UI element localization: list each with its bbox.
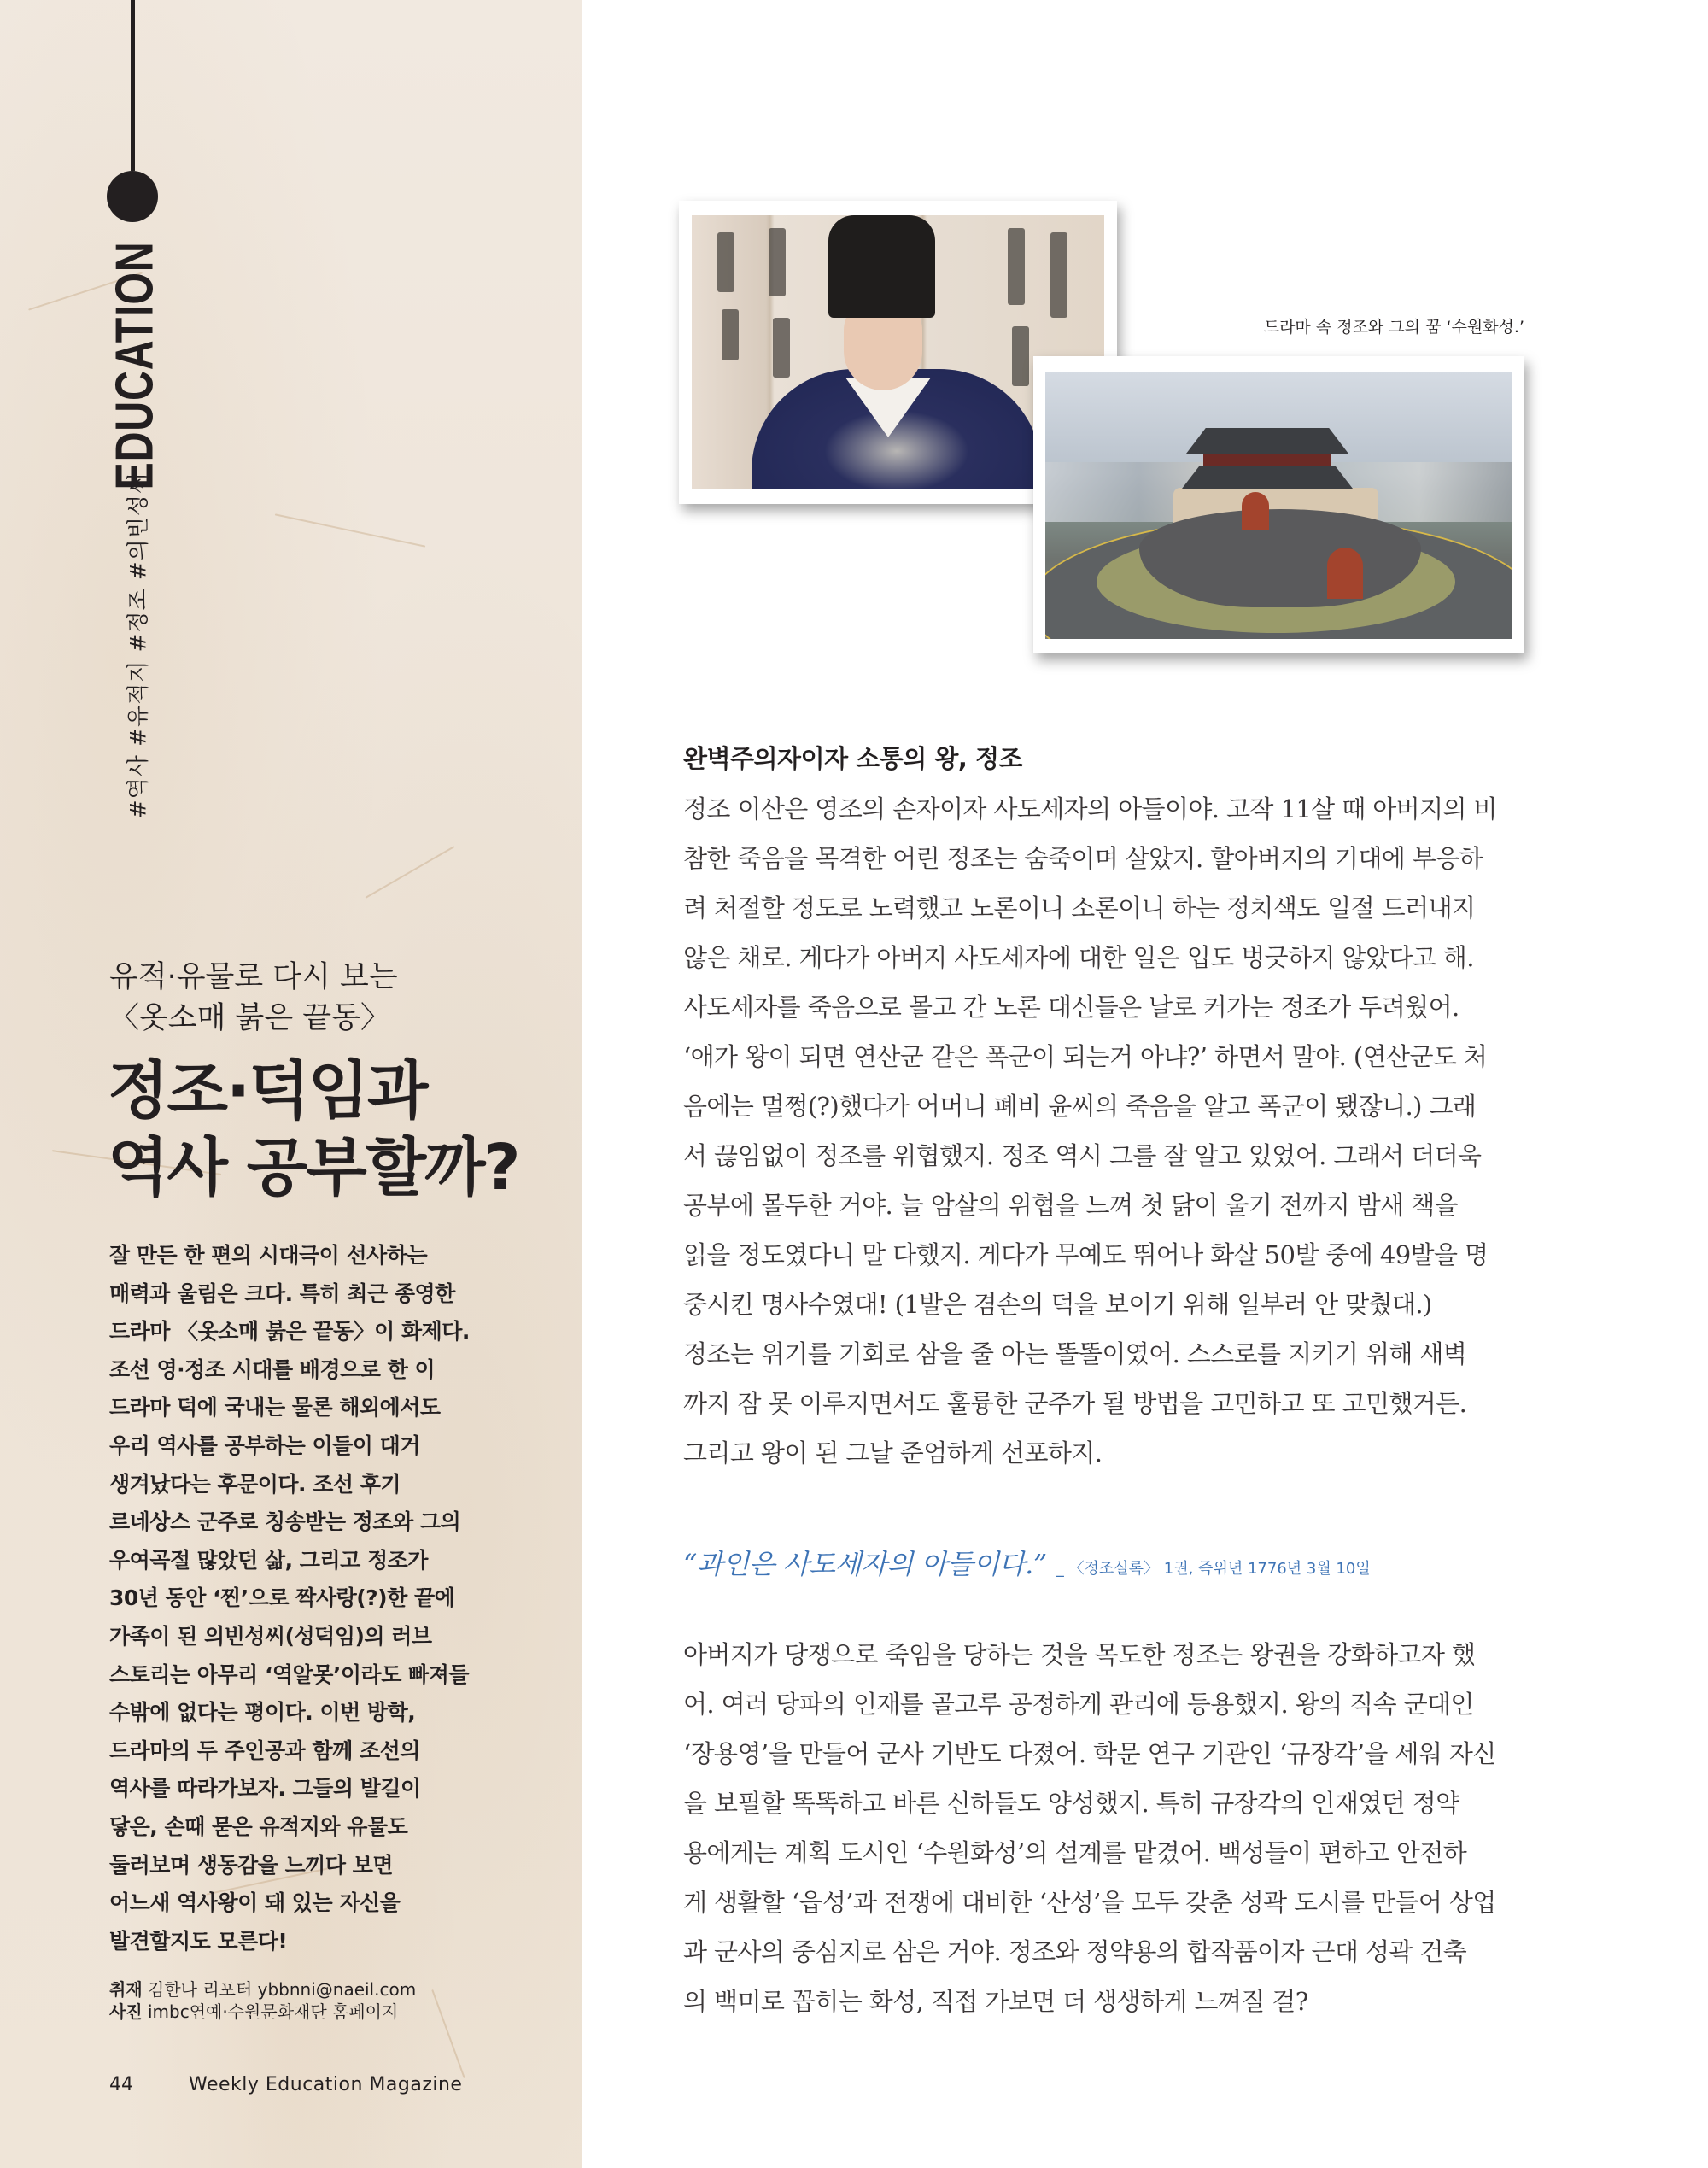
lead-line: 스토리는 아무리 ‘역알못’이라도 빠져들 bbox=[109, 1661, 470, 1687]
hashtags: #역사 #유적지 #정조 #의빈성씨 bbox=[126, 471, 152, 819]
folio bbox=[109, 2074, 462, 2095]
body-line: 용에게는 계획 도시인 ‘수원화성’의 설계를 맡겼어. 백성들이 편하고 안전하 bbox=[683, 1838, 1467, 1867]
body-line: 을 보필할 똑똑하고 바른 신하들도 양성했지. 특히 규장각의 인재였던 정약 bbox=[683, 1789, 1459, 1818]
gate-roof-lower bbox=[1182, 466, 1353, 489]
body-line: ‘애가 왕이 되면 연산군 같은 폭군이 되는거 아냐?’ 하면서 말야. (연산군도 처 bbox=[683, 1042, 1488, 1071]
body-line: ‘장용영’을 만들어 군사 기반도 다졌어. 학문 연구 기관인 ‘규장각’을 세워 자신 bbox=[683, 1739, 1496, 1768]
credit-photo bbox=[109, 2001, 416, 2023]
lead-line: 드라마 덕에 국내는 물론 해외에서도 bbox=[109, 1395, 441, 1421]
credit-value: 김한나 리포터 ybbnni@naeil.com bbox=[148, 1979, 417, 2000]
body-line: 과 군사의 중심지로 삼은 거야. 정조와 정약용의 합작품이자 근대 성곽 건축 bbox=[683, 1937, 1467, 1966]
gate-roof-upper bbox=[1186, 428, 1348, 454]
body-line: 중시킨 명사수였대! (1발은 겸손의 덕을 보이기 위해 일부러 안 맞췄대.) bbox=[683, 1290, 1432, 1319]
body-line: 아버지가 당쟁으로 죽임을 당하는 것을 목도한 정조는 왕권을 강화하고자 했 bbox=[683, 1640, 1476, 1669]
credits bbox=[109, 1978, 416, 2023]
lead-line: 우리 역사를 공부하는 이들이 대거 bbox=[109, 1433, 420, 1458]
photo-suwon-hwaseong bbox=[1033, 356, 1524, 653]
lead-line: 르네상스 군주로 칭송받는 정조와 그의 bbox=[109, 1509, 461, 1535]
paper-fiber bbox=[431, 1989, 465, 2078]
outer-gate-door bbox=[1327, 548, 1363, 599]
body-line: 정조 이산은 영조의 손자이자 사도세자의 아들이야. 고작 11살 때 아버지의 비 bbox=[683, 794, 1497, 823]
page-title bbox=[108, 1052, 519, 1206]
body-line: 읽을 정도였다니 말 다했지. 게다가 무예도 뛰어나 화살 50발 중에 49발을 명 bbox=[683, 1240, 1489, 1269]
decorative-line bbox=[131, 0, 135, 171]
calligraphy-stroke bbox=[722, 309, 739, 360]
fortress-wall bbox=[1139, 509, 1421, 607]
body-line: 음에는 멀쩡(?)했다가 어머니 폐비 윤씨의 죽음을 알고 폭군이 됐잖니.) 그래 bbox=[683, 1092, 1477, 1121]
body-line: 게 생활할 ‘읍성’과 전쟁에 대비한 ‘산성’을 모두 갖춘 성곽 도시를 만들어 상업 bbox=[683, 1888, 1496, 1917]
body-line: 참한 죽음을 목격한 어린 정조는 숨죽이며 살았지. 할아버지의 기대에 부응하 bbox=[683, 844, 1483, 873]
lead-line: 둘러보며 생동감을 느끼다 보면 bbox=[109, 1852, 394, 1878]
body-line: 의 백미로 꼽히는 화성, 직접 가보면 더 생생하게 느껴질 걸? bbox=[683, 1987, 1308, 2016]
lead-line: 가족이 된 의빈성씨(성덕임)의 러브 bbox=[109, 1623, 432, 1649]
paper-fiber bbox=[366, 846, 455, 899]
calligraphy-stroke bbox=[1012, 326, 1029, 386]
sidebar-panel bbox=[0, 0, 582, 2168]
body-line: 않은 채로. 게다가 아버지 사도세자에 대한 일은 입도 벙긋하지 않았다고 해. bbox=[683, 943, 1474, 972]
credit-label: 사진 bbox=[109, 2001, 143, 2022]
lead-line: 어느새 역사왕이 돼 있는 자신을 bbox=[109, 1890, 401, 1916]
kicker bbox=[109, 957, 398, 1039]
body-line: 정조는 위기를 기회로 삼을 줄 아는 똘똘이였어. 스스로를 지키기 위해 새벽 bbox=[683, 1339, 1467, 1368]
lead-line: 닿은, 손때 묻은 유적지와 유물도 bbox=[109, 1814, 408, 1839]
body-line: 서 끊임없이 정조를 위협했지. 정조 역시 그를 잘 알고 있었어. 그래서 더더욱 bbox=[683, 1141, 1482, 1170]
paper-fiber bbox=[275, 513, 425, 547]
calligraphy-stroke bbox=[717, 232, 734, 292]
kicker-line: 유적·유물로 다시 보는 bbox=[109, 960, 398, 994]
lead-line: 드라마 〈옷소매 붉은 끝동〉이 화제다. bbox=[109, 1319, 470, 1345]
lead-line: 발견할지도 모른다! bbox=[109, 1928, 288, 1954]
headline-line: 정조·덕임과 bbox=[108, 1054, 427, 1128]
quote-text: “과인은 사도세자의 아들이다.” bbox=[683, 1548, 1047, 1580]
lead-paragraph bbox=[109, 1237, 553, 1960]
kicker-line: 〈옷소매 붉은 끝동〉 bbox=[109, 1001, 390, 1035]
photo-hwaseong-image bbox=[1045, 372, 1512, 639]
credit-reporting bbox=[109, 1978, 416, 2001]
body-line: 려 처절할 정도로 노력했고 노론이니 소론이니 하는 정치색도 일절 드러내지 bbox=[683, 894, 1476, 923]
lead-line: 드라마의 두 주인공과 함께 조선의 bbox=[109, 1737, 420, 1763]
lead-line: 우여곡절 많았던 삶, 그리고 정조가 bbox=[109, 1547, 428, 1573]
lead-line: 생겨났다는 후문이다. 조선 후기 bbox=[109, 1471, 401, 1497]
lead-line: 30년 동안 ‘찐’으로 짝사랑(?)한 끝에 bbox=[109, 1585, 455, 1611]
section-label: EDUCATION bbox=[105, 241, 165, 490]
article-body-section-2 bbox=[683, 1630, 1529, 2026]
lead-line: 매력과 울림은 크다. 특히 최근 종영한 bbox=[109, 1280, 455, 1306]
calligraphy-stroke bbox=[1050, 232, 1068, 318]
body-line: 어. 여러 당파의 인재를 골고루 공정하게 관리에 등용했지. 왕의 직속 군대인 bbox=[683, 1690, 1474, 1719]
page-number: 44 bbox=[109, 2074, 133, 2095]
body-line: 그리고 왕이 된 그날 준엄하게 선포하지. bbox=[683, 1438, 1103, 1468]
body-line: 사도세자를 죽음으로 몰고 간 노론 대신들은 날로 커가는 정조가 두려웠어. bbox=[683, 993, 1459, 1022]
calligraphy-stroke bbox=[1008, 228, 1025, 305]
calligraphy-stroke bbox=[773, 318, 790, 378]
lead-line: 수밖에 없다는 평이다. 이번 방학, bbox=[109, 1700, 416, 1726]
magazine-name: Weekly Education Magazine bbox=[189, 2074, 463, 2095]
body-line: 공부에 몰두한 거야. 늘 암살의 위협을 느껴 첫 닭이 울기 전까지 밤새 책을 bbox=[683, 1191, 1459, 1220]
article-subhead: 완벽주의자이자 소통의 왕, 정조 bbox=[683, 744, 1022, 773]
credit-label: 취재 bbox=[109, 1979, 143, 2000]
calligraphy-stroke bbox=[769, 228, 786, 296]
inner-gate-door bbox=[1242, 492, 1269, 530]
pull-quote bbox=[683, 1543, 1371, 1582]
ikseongwan-hat bbox=[828, 215, 935, 318]
lead-line: 잘 만든 한 편의 시대극이 선사하는 bbox=[109, 1243, 428, 1268]
lead-line: 조선 영·정조 시대를 배경으로 한 이 bbox=[109, 1356, 436, 1382]
credit-value: imbc연예·수원문화재단 홈페이지 bbox=[148, 2001, 399, 2022]
body-line: 까지 잠 못 이루지면서도 훌륭한 군주가 될 방법을 고민하고 또 고민했거든. bbox=[683, 1389, 1467, 1418]
lead-line: 역사를 따라가보자. 그들의 발길이 bbox=[109, 1776, 421, 1802]
quote-source: _ 〈정조실록〉 1권, 즉위년 1776년 3월 10일 bbox=[1056, 1560, 1371, 1578]
article-body-section-1 bbox=[683, 784, 1529, 1478]
photo-caption: 드라마 속 정조와 그의 꿈 ‘수원화성.’ bbox=[1263, 318, 1524, 337]
headline-line: 역사 공부할까? bbox=[108, 1131, 519, 1204]
